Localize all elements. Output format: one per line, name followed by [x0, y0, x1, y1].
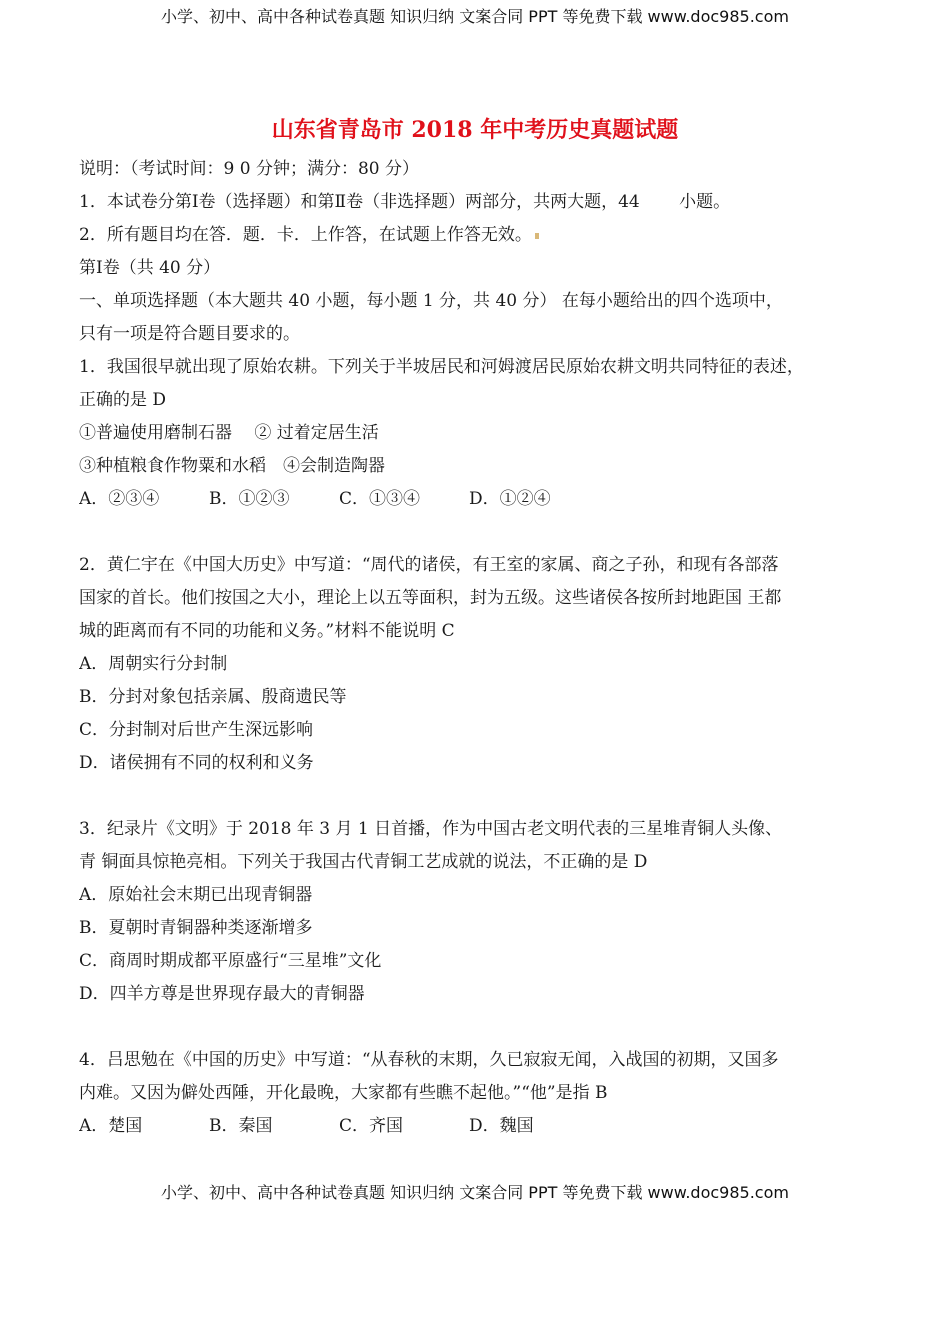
question-3-stem-line: 青 铜面具惊艳亮相。下列关于我国古代青铜工艺成就的说法，不正确的是 D: [79, 852, 648, 872]
header-banner: 小学、初中、高中各种试卷真题 知识归纳 文案合同 PPT 等免费下载 www.doc985.com: [161, 7, 789, 26]
option-c: C．分封制对后世产生深远影响: [79, 720, 314, 740]
question-4: [79, 1044, 889, 1143]
question-4-stem-line: 内难。又因为僻处西陲，开化最晚，大家都有些瞧不起他。”“他”是指 B: [79, 1083, 608, 1103]
exam-note: 说明：（考试时间：9 0 分钟；满分：80 分）: [79, 159, 419, 179]
question-3-stem-line: 3．纪录片《文明》于 2018 年 3 月 1 日首播，作为中国古老文明代表的三星堆青铜人头像、: [79, 819, 783, 839]
question-2-stem-line: 2．黄仁宇在《中国大历史》中写道：“周代的诸侯，有王室的家属、商之子孙，和现有各部落: [79, 555, 779, 575]
option-a: A．周朝实行分封制: [79, 654, 228, 674]
instruction-2: [79, 219, 889, 252]
option-b: B．①②③: [209, 489, 290, 509]
option-d: D．四羊方尊是世界现存最大的青铜器: [79, 984, 365, 1004]
option-c: C．①③④: [339, 489, 421, 509]
instruction-1: 1．本试卷分第Ⅰ卷（选择题）和第Ⅱ卷（非选择题）两部分，共两大题，44 小题。: [79, 192, 731, 212]
question-2-stem-line: 城的距离而有不同的功能和义务。”材料不能说明 C: [79, 621, 455, 641]
instruction-2-text: 2．所有题目均在答．题．卡．上作答，在试题上作答无效。: [79, 225, 532, 245]
question-4-stem-line: 4．吕思勉在《中国的历史》中写道：“从春秋的末期，久已寂寂无闻，入战国的初期，又国多: [79, 1050, 779, 1070]
question-1-statement: ①普遍使用磨制石器 ② 过着定居生活: [79, 423, 379, 443]
scan-artifact: [535, 233, 539, 239]
option-c: C．商周时期成都平原盛行“三星堆”文化: [79, 951, 382, 971]
option-a: A．②③④: [79, 489, 160, 509]
option-b: B．夏朝时青铜器种类逐渐增多: [79, 918, 313, 938]
option-b: B．秦国: [209, 1116, 273, 1136]
part-one-heading: 第Ⅰ卷（共 40 分）: [79, 258, 221, 278]
question-4-options: [79, 1110, 889, 1143]
question-2-stem-line: 国家的首长。他们按国之大小，理论上以五等面积，封为五级。这些诸侯各按所封地距国 王都: [79, 588, 782, 608]
option-a: A．楚国: [79, 1116, 143, 1136]
option-b: B．分封对象包括亲属、殷商遗民等: [79, 687, 347, 707]
question-1-options: [79, 483, 889, 516]
question-1-stem-line: 1．我国很早就出现了原始农耕。下列关于半坡居民和河姆渡居民原始农耕文明共同特征的表述，: [79, 357, 804, 377]
exam-title: 山东省青岛市 2018 年中考历史真题试题: [271, 117, 679, 143]
question-2: [79, 549, 889, 780]
question-3: [79, 813, 889, 1011]
question-1-statement: ③种植粮食作物粟和水稻 ④会制造陶器: [79, 456, 385, 476]
option-d: D．诸侯拥有不同的权利和义务: [79, 753, 314, 773]
section-heading-cont: 只有一项是符合题目要求的。: [79, 324, 300, 344]
option-a: A．原始社会末期已出现青铜器: [79, 885, 313, 905]
exam-content: [79, 153, 889, 1143]
option-c: C．齐国: [339, 1116, 404, 1136]
section-heading: 一、单项选择题（本大题共 40 小题，每小题 1 分，共 40 分） 在每小题给出的四个选项中，: [79, 291, 783, 311]
question-1: [79, 351, 889, 516]
question-1-stem-line: 正确的是 D: [79, 390, 167, 410]
option-d: D．魏国: [469, 1116, 534, 1136]
footer-banner: 小学、初中、高中各种试卷真题 知识归纳 文案合同 PPT 等免费下载 www.doc985.com: [161, 1183, 789, 1202]
option-d: D．①②④: [469, 489, 551, 509]
